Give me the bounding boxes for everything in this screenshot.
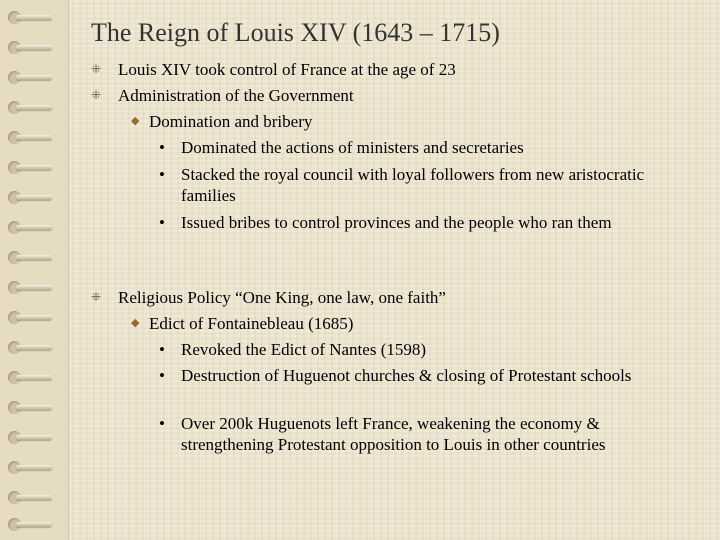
binder-ring [16,75,52,80]
binder-ring [16,375,52,380]
binder-ring [16,255,52,260]
binder-ring [16,105,52,110]
bullet-text: Dominated the actions of ministers and secretaries [181,138,524,157]
sub-sub-bullet-item [159,137,696,158]
bullet-text: Destruction of Huguenot churches & closing of Protestant schools [181,366,632,385]
dot-bullet-icon: • [159,414,165,433]
binder-ring [16,522,52,527]
binder-ring [16,165,52,170]
dot-bullet-icon: • [159,165,165,184]
binder-ring [16,15,52,20]
dot-bullet-icon: • [159,138,165,157]
fleur-bullet-icon: ⁜ [91,88,102,102]
binder-ring [16,465,52,470]
binder-ring [16,225,52,230]
binder-ring [16,405,52,410]
binder-ring [16,315,52,320]
dot-bullet-icon: • [159,340,165,359]
binder-strip [0,0,69,540]
diamond-bullet-icon: ◆ [131,317,140,329]
fleur-bullet-icon: ⁜ [91,290,102,304]
bullet-text: Domination and bribery [149,112,313,131]
sub-bullet-item [131,313,689,334]
bullet-text: Administration of the Government [118,86,354,105]
binder-ring [16,135,52,140]
bullet-text: Over 200k Huguenots left France, weakening the economy & strengthening Protestant opposition to Louis in other countries [181,414,606,454]
bullet-text: Edict of Fontainebleau (1685) [149,314,354,333]
bullet-text: Louis XIV took control of France at the age of 23 [118,60,456,79]
sub-sub-bullet-item [159,413,696,455]
bullet-text: Revoked the Edict of Nantes (1598) [181,340,427,359]
bullet-item [91,85,698,106]
bullet-item [91,287,698,308]
sub-sub-bullet-item [159,365,696,386]
bullet-text: Stacked the royal council with loyal followers from new aristocratic families [181,165,645,205]
diamond-bullet-icon: ◆ [131,115,140,127]
bullet-text: Religious Policy “One King, one law, one faith” [118,288,446,307]
binder-ring [16,495,52,500]
binder-ring [16,45,52,50]
sub-sub-bullet-item [159,212,696,233]
binder-ring [16,435,52,440]
sub-sub-bullet-item [159,339,696,360]
bullet-text: Issued bribes to control provinces and the people who ran them [181,213,612,232]
binder-ring [16,285,52,290]
binder-ring [16,195,52,200]
bullet-item [91,59,698,80]
fleur-bullet-icon: ⁜ [91,62,102,76]
dot-bullet-icon: • [159,366,165,385]
binder-ring [16,345,52,350]
sub-sub-bullet-item [159,164,696,206]
dot-bullet-icon: • [159,213,165,232]
sub-bullet-item [131,111,689,132]
slide-title: The Reign of Louis XIV (1643 – 1715) [91,18,500,47]
